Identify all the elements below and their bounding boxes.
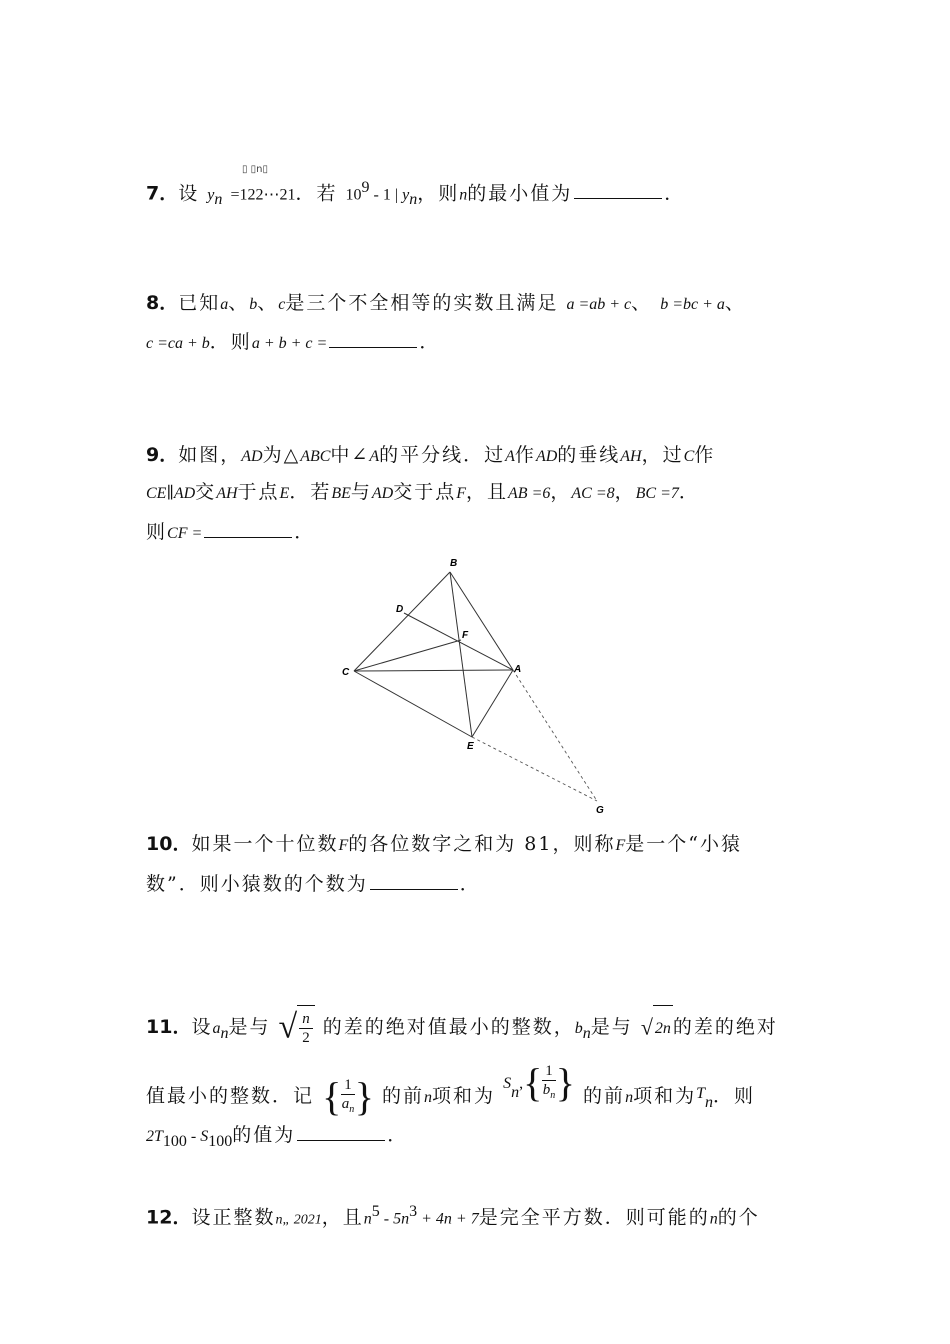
math-n: n <box>424 1089 433 1106</box>
text: 的平分线．过 <box>379 444 506 466</box>
label-e: E <box>467 741 474 752</box>
math-b: b <box>249 296 258 313</box>
text: ． <box>387 1124 409 1146</box>
problem-12 <box>146 1200 760 1232</box>
math-ad: AD <box>371 485 394 502</box>
text: ， <box>614 481 636 503</box>
text: 则 <box>146 521 168 543</box>
brace-open: { <box>322 1074 342 1119</box>
text: 的值为 <box>232 1124 296 1146</box>
text: 的差的绝对值最小的整数， <box>322 1016 575 1038</box>
label-g: G <box>596 805 604 816</box>
sqrt-2n: √ 2n <box>641 1004 673 1051</box>
text: 于点 <box>237 481 280 503</box>
text: 、 <box>631 292 653 314</box>
math-sub-100: 100 <box>208 1132 233 1150</box>
math-sub-n: n <box>511 1083 520 1101</box>
math-a: a <box>212 1020 221 1037</box>
math-ten: 10 <box>345 186 362 204</box>
math-n: n <box>625 1089 634 1106</box>
math-ab: AB =6 <box>508 485 551 502</box>
problem-9-line-2 <box>146 480 700 506</box>
text: 已知 <box>178 292 221 314</box>
text: ． <box>294 521 316 543</box>
problem-9-line-1 <box>146 443 715 469</box>
math-divides: - 1 | <box>369 186 403 204</box>
math-sub-n: n <box>409 191 418 209</box>
math-e: E <box>279 485 290 502</box>
problem-10-line-2 <box>146 871 481 896</box>
problem-10-line-1 <box>146 832 742 858</box>
math-n: n <box>459 186 468 204</box>
segment-be <box>450 572 472 737</box>
text: 是与 <box>228 1016 271 1038</box>
math-n: n <box>709 1210 718 1228</box>
text: ．则 <box>209 331 252 353</box>
text: 的最小值为 <box>467 182 573 205</box>
text: ． <box>459 873 481 895</box>
segment-ea <box>472 670 513 737</box>
text: 中∠ <box>330 444 370 466</box>
answer-blank <box>574 180 662 199</box>
math-b: b <box>574 1020 583 1037</box>
math-ac: AC =8 <box>571 485 615 502</box>
problem-number: 7． <box>146 182 179 205</box>
text: 的差的绝对 <box>672 1016 778 1038</box>
text: 作 <box>694 444 716 466</box>
math-c: c <box>278 296 286 313</box>
math-f: F <box>338 837 349 854</box>
math-a: A <box>369 448 380 465</box>
text: 项和为 <box>633 1085 697 1107</box>
frac-numerator: n <box>299 1010 313 1029</box>
math-ad: AD <box>535 448 558 465</box>
math-value: =122⋯21 <box>230 186 296 204</box>
frac-denominator: 2 <box>302 1030 310 1047</box>
text: 设正整数 <box>191 1206 276 1229</box>
text: 的前 <box>583 1085 626 1107</box>
text: ．若 <box>289 481 332 503</box>
brace-close: } <box>555 1060 575 1105</box>
text: 是三个不全相等的实数且满足 <box>285 292 559 314</box>
math-sub-100: 100 <box>162 1132 187 1150</box>
text: ． <box>419 331 441 353</box>
answer-blank <box>329 329 417 348</box>
text: ．则 <box>712 1085 755 1107</box>
math-cond: n„ 2021 <box>275 1212 322 1228</box>
label-f: F <box>462 630 469 641</box>
over-brace-mark: ▯ ▯n▯ <box>242 164 269 175</box>
segment-cb <box>354 572 450 671</box>
math-exp-3: 3 <box>409 1203 418 1220</box>
math-sub-n: n <box>214 191 223 209</box>
math-eq-2: b =bc + a <box>660 296 725 313</box>
math-poly-end: + 4n + 7 <box>417 1210 479 1228</box>
text: ， <box>550 481 572 503</box>
math-y: y <box>402 186 410 204</box>
problem-11-line-2 <box>146 1060 755 1120</box>
problem-8-line-1 <box>146 291 746 317</box>
math-t: T <box>696 1085 705 1102</box>
segment-ca <box>354 670 513 671</box>
label-a: A <box>514 664 522 675</box>
text: 交于点 <box>393 481 457 503</box>
problem-9-line-3 <box>146 519 315 546</box>
frac-1-over-an: $\frac{1}{a_n}$ <box>341 1076 355 1115</box>
math-sub-n: n <box>704 1093 713 1111</box>
math-f: F <box>456 485 467 502</box>
problem-7 <box>146 164 686 212</box>
math-s: S <box>503 1075 512 1092</box>
answer-blank <box>297 1122 385 1141</box>
text: 、 <box>228 292 250 314</box>
text: 是一个“小猿 <box>625 833 742 855</box>
text: ，过 <box>641 444 684 466</box>
frac-1-over-bn: $\frac{1}{b_n}$ <box>542 1062 556 1101</box>
problem-11-line-3 <box>146 1122 408 1154</box>
label-b: B <box>450 558 458 569</box>
math-ah: AH <box>620 448 642 465</box>
math-f: F <box>615 837 626 854</box>
math-cf: CF = <box>167 525 203 542</box>
math-sub-n: n <box>220 1024 229 1042</box>
problem-8-line-2 <box>146 329 440 356</box>
text: 为△ <box>262 444 301 466</box>
text: ，则 <box>417 182 460 205</box>
text: 、 <box>724 292 746 314</box>
text: 的垂线 <box>557 444 621 466</box>
problem-number: 8． <box>146 292 179 314</box>
math-n: n <box>363 1210 372 1228</box>
text: ． <box>664 182 686 205</box>
math-eq-1: a =ab + c <box>566 296 632 313</box>
math-ce-parallel-ad: CE∥AD <box>146 485 196 502</box>
math-a: a <box>220 296 229 313</box>
segment-ce <box>354 671 472 737</box>
answer-blank <box>370 871 458 890</box>
problem-number: 11． <box>146 1016 192 1038</box>
math-ah: AH <box>216 485 238 502</box>
math-be: BE <box>331 485 351 502</box>
math-poly-mid: - 5n <box>379 1210 410 1228</box>
text: 是与 <box>590 1016 633 1038</box>
text: 数”．则小猿数的个数为 <box>146 873 368 895</box>
math-exp-9: 9 <box>361 179 370 196</box>
text: 设 <box>178 182 200 205</box>
text: 如果一个十位数 <box>191 833 339 855</box>
problem-number: 9． <box>146 444 179 466</box>
problem-11-line-1 <box>146 1004 778 1050</box>
math-a: A <box>505 448 515 465</box>
math-bc: BC =7 <box>635 485 679 502</box>
sqrt-n-over-2: √ $\frac{n}{2}$ <box>279 1004 315 1051</box>
math-eq-3: c =ca + b <box>146 335 210 352</box>
math-c: C <box>683 448 695 465</box>
dashed-ag <box>513 670 597 801</box>
math-sub-n: n <box>582 1024 591 1042</box>
text: 的前 <box>382 1085 425 1107</box>
text: 与 <box>350 481 372 503</box>
text: ． <box>678 481 700 503</box>
brace-close: } <box>354 1074 374 1119</box>
brace-open: { <box>523 1060 543 1105</box>
text: 作 <box>514 444 536 466</box>
text: 的各位数字之和为 81，则称 <box>348 833 616 855</box>
text: 的个 <box>717 1206 760 1229</box>
text: 如图， <box>178 444 242 466</box>
dashed-eg <box>472 737 597 801</box>
label-d: D <box>396 604 404 615</box>
text: 值最小的整数．记 <box>146 1085 315 1107</box>
problem-number: 12． <box>146 1206 192 1229</box>
text: ．若 <box>295 182 338 205</box>
math-ad: AD <box>241 448 263 465</box>
math-abc: ABC <box>300 448 331 465</box>
problem-number: 10． <box>146 833 192 855</box>
segment-cf <box>354 640 461 671</box>
text: ，且 <box>466 481 509 503</box>
text: 项和为 <box>432 1085 496 1107</box>
text: 、 <box>257 292 279 314</box>
text: 是完全平方数．则可能的 <box>478 1206 710 1229</box>
text: ，且 <box>321 1206 364 1229</box>
math-comma: , <box>519 1075 524 1092</box>
math-exp-5: 5 <box>371 1203 380 1220</box>
text: 设 <box>191 1016 213 1038</box>
math-y: y <box>207 186 215 204</box>
math-eq-4: a + b + c = <box>251 335 328 352</box>
segment-ba <box>450 572 513 670</box>
label-c: C <box>342 667 350 678</box>
answer-blank <box>204 519 292 538</box>
math-minus-s: - S <box>186 1128 209 1145</box>
text: 交 <box>195 481 217 503</box>
math-2t: 2T <box>146 1128 163 1145</box>
segment-ad <box>404 613 513 670</box>
